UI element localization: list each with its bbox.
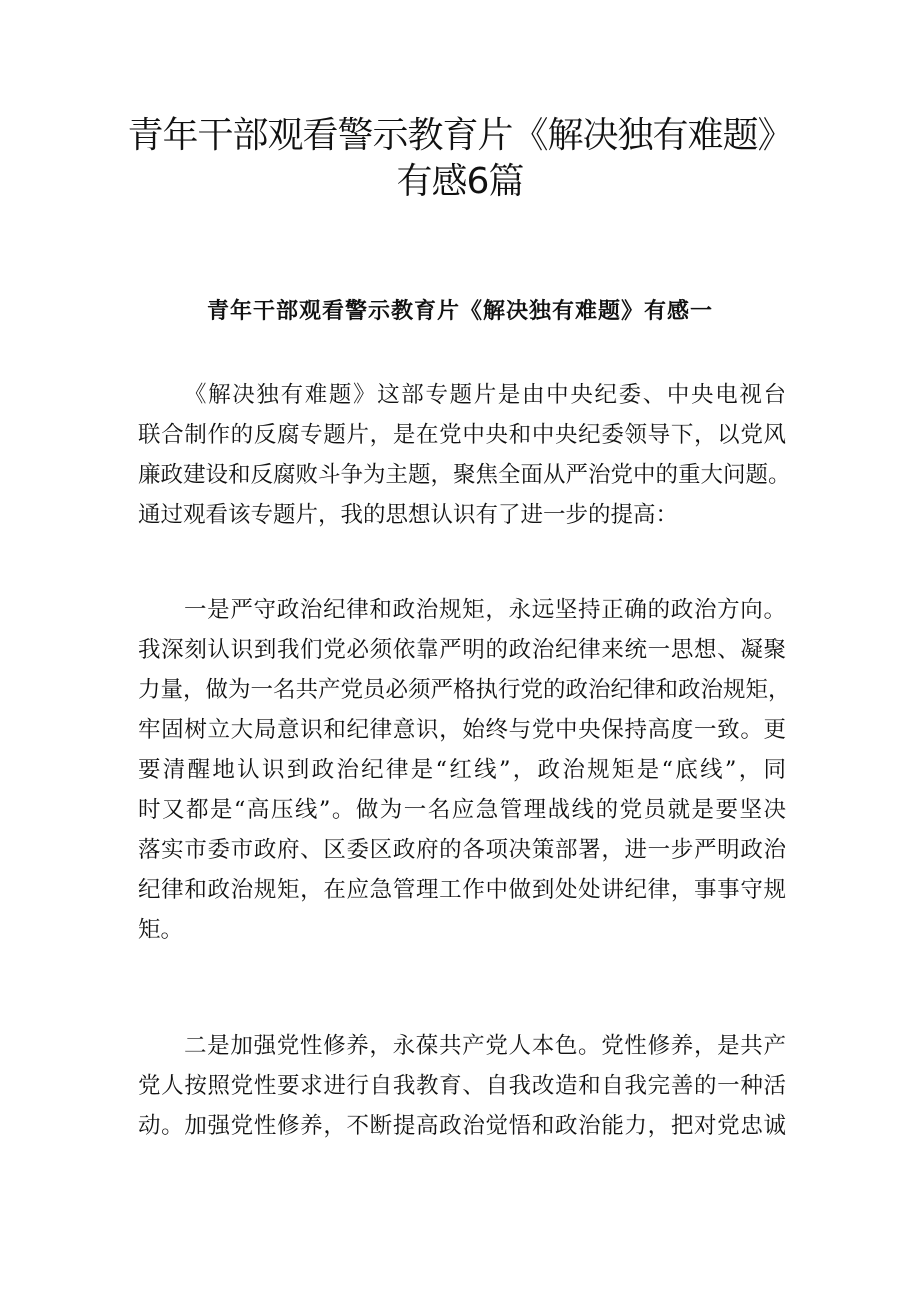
paragraph-line: 要清醒地认识到政治纪律是“红线”，政治规矩是“底线”，同 — [138, 757, 786, 783]
paragraph-line: 《解决独有难题》这部专题片是由中央纪委、中央电视台 — [184, 382, 786, 408]
paragraph-line: 二是加强党性修养，永葆共产党人本色。党性修养，是共产 — [184, 1033, 786, 1059]
paragraph-point-two — [138, 1026, 786, 1146]
paragraph-line: 力量，做为一名共产党员必须严格执行党的政治纪律和政治规矩， — [138, 677, 791, 703]
paragraph-line: 党人按照党性要求进行自我教育、自我改造和自我完善的一种活 — [138, 1073, 786, 1099]
paragraph-line: 通过观看该专题片，我的思想认识有了进一步的提高： — [138, 502, 679, 528]
paragraph-line: 纪律和政治规矩，在应急管理工作中做到处处讲纪律，事事守规 — [138, 877, 786, 903]
document-title-line-1: 青年干部观看警示教育片《解决独有难题》 — [127, 115, 793, 156]
paragraph-point-one — [138, 590, 791, 950]
section-heading: 青年干部观看警示教育片《解决独有难题》有感一 — [206, 298, 713, 324]
document-title-line-2: 有感6篇 — [396, 161, 524, 202]
paragraph-line: 动。加强党性修养，不断提高政治觉悟和政治能力，把对党忠诚 — [138, 1113, 786, 1139]
paragraph-line: 一是严守政治纪律和政治规矩，永远坚持正确的政治方向。 — [184, 597, 786, 623]
paragraph-intro — [138, 375, 791, 535]
paragraph-line: 牢固树立大局意识和纪律意识，始终与党中央保持高度一致。更 — [138, 717, 786, 743]
paragraph-line: 落实市委市政府、区委区政府的各项决策部署，进一步严明政治 — [138, 837, 786, 863]
paragraph-line: 时又都是“高压线”。做为一名应急管理战线的党员就是要坚决 — [138, 797, 786, 823]
paragraph-line: 联合制作的反腐专题片，是在党中央和中央纪委领导下，以党风 — [138, 422, 786, 448]
paragraph-line: 廉政建设和反腐败斗争为主题，聚焦全面从严治党中的重大问题。 — [138, 462, 791, 488]
paragraph-line: 矩。 — [138, 917, 184, 943]
paragraph-line: 我深刻认识到我们党必须依靠严明的政治纪律来统一思想、凝聚 — [138, 637, 786, 663]
